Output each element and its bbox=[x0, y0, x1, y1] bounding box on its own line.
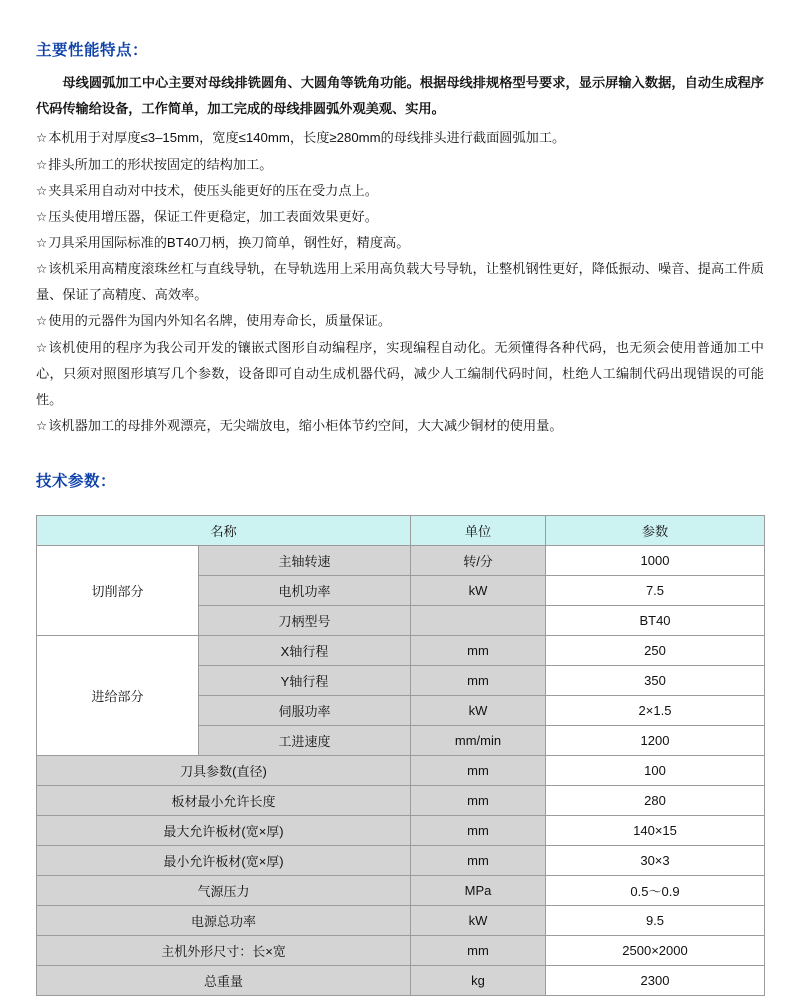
list-item bbox=[36, 178, 764, 204]
table-row bbox=[37, 846, 765, 876]
row-value: 140×15 bbox=[546, 816, 765, 846]
row-name: 总重量 bbox=[37, 966, 411, 996]
group-label-cutting: 切削部分 bbox=[37, 546, 199, 636]
table-row bbox=[37, 876, 765, 906]
table-row bbox=[37, 786, 765, 816]
star-icon: ☆ bbox=[36, 209, 48, 224]
column-header-unit: 单位 bbox=[411, 516, 546, 546]
list-item-text: 排头所加工的形状按固定的结构加工。 bbox=[48, 156, 273, 172]
star-icon: ☆ bbox=[36, 419, 48, 434]
star-icon: ☆ bbox=[36, 314, 48, 329]
table-row bbox=[37, 966, 765, 996]
row-unit bbox=[411, 606, 546, 636]
section-spacer bbox=[36, 439, 764, 469]
star-icon: ☆ bbox=[36, 340, 48, 355]
list-item-text: 压头使用增压器，保证工件更稳定，加工表面效果更好。 bbox=[48, 208, 378, 224]
table-header-row bbox=[37, 516, 765, 546]
star-icon: ☆ bbox=[36, 131, 48, 146]
row-value: 30×3 bbox=[546, 846, 765, 876]
row-value: 250 bbox=[546, 636, 765, 666]
table-row bbox=[37, 756, 765, 786]
row-name: 工进速度 bbox=[199, 726, 411, 756]
row-name: 电机功率 bbox=[199, 576, 411, 606]
row-unit: kg bbox=[411, 966, 546, 996]
row-name: 主轴转速 bbox=[199, 546, 411, 576]
list-item-text: 该机使用的程序为我公司开发的镶嵌式图形自动编程序，实现编程自动化。无须懂得各种代码，也无须会使用普通加工中心，只须对照图形填写几个参数，设备即可自动生成机器代码，减少人工编制代码时间，杜绝人工编制代码出现错误的可能性。 bbox=[36, 339, 764, 407]
row-unit: 转/分 bbox=[411, 546, 546, 576]
row-unit: mm bbox=[411, 636, 546, 666]
row-unit: mm bbox=[411, 786, 546, 816]
star-icon: ☆ bbox=[36, 236, 48, 251]
row-name: 刀具参数(直径) bbox=[37, 756, 411, 786]
row-value: 0.5～0.9 bbox=[546, 876, 765, 906]
intro-paragraph: 母线圆弧加工中心主要对母线排铣圆角、大圆角等铣角功能。根据母线排规格型号要求，显示屏输入数据，自动生成程序代码传输给设备，工作简单，加工完成的母线排圆弧外观美观、实用。 bbox=[36, 75, 764, 116]
row-unit: mm bbox=[411, 936, 546, 966]
star-icon: ☆ bbox=[36, 157, 48, 172]
list-item bbox=[36, 413, 764, 439]
spec-table bbox=[36, 515, 765, 996]
column-header-value: 参数 bbox=[546, 516, 765, 546]
row-name: Y轴行程 bbox=[199, 666, 411, 696]
row-value: 2300 bbox=[546, 966, 765, 996]
page-title-performance: 主要性能特点： bbox=[36, 42, 149, 59]
row-value: 280 bbox=[546, 786, 765, 816]
list-item bbox=[36, 308, 764, 334]
table-spacer bbox=[36, 501, 764, 515]
row-name: 最大允许板材(宽×厚) bbox=[37, 816, 411, 846]
list-item-text: 刀具采用国际标准的BT40刀柄，换刀简单，钢性好，精度高。 bbox=[48, 235, 410, 251]
row-value: 7.5 bbox=[546, 576, 765, 606]
row-name: 板材最小允许长度 bbox=[37, 786, 411, 816]
list-item bbox=[36, 256, 764, 308]
table-row bbox=[37, 816, 765, 846]
row-unit: mm bbox=[411, 756, 546, 786]
row-value: 100 bbox=[546, 756, 765, 786]
list-item-text: 使用的元器件为国内外知名名牌，使用寿命长，质量保证。 bbox=[48, 313, 392, 329]
list-item bbox=[36, 204, 764, 230]
list-item-text: 夹具采用自动对中技术，使压头能更好的压在受力点上。 bbox=[48, 182, 378, 198]
row-unit: kW bbox=[411, 906, 546, 936]
spec-table-body bbox=[37, 546, 765, 996]
table-row bbox=[37, 546, 765, 576]
row-name: X轴行程 bbox=[199, 636, 411, 666]
star-icon: ☆ bbox=[36, 183, 48, 198]
row-name: 伺服功率 bbox=[199, 696, 411, 726]
spec-table-header bbox=[37, 516, 765, 546]
row-unit: mm bbox=[411, 846, 546, 876]
table-row bbox=[37, 906, 765, 936]
row-value: 1200 bbox=[546, 726, 765, 756]
row-unit: mm/min bbox=[411, 726, 546, 756]
row-value: 2×1.5 bbox=[546, 696, 765, 726]
row-name: 刀柄型号 bbox=[199, 606, 411, 636]
list-item-text: 该机器加工的母排外观漂亮，无尖端放电，缩小柜体节约空间，大大减少铜材的使用量。 bbox=[48, 418, 563, 434]
table-row bbox=[37, 636, 765, 666]
row-unit: mm bbox=[411, 816, 546, 846]
list-item bbox=[36, 152, 764, 178]
list-item-text: 该机采用高精度滚珠丝杠与直线导轨，在导轨选用上采用高负载大号导轨，让整机钢性更好，降低振动、噪音、提高工件质量、保证了高精度、高效率。 bbox=[36, 261, 764, 303]
list-item bbox=[36, 230, 764, 256]
row-value: 2500×2000 bbox=[546, 936, 765, 966]
star-icon: ☆ bbox=[36, 262, 48, 277]
table-row bbox=[37, 936, 765, 966]
row-unit: kW bbox=[411, 696, 546, 726]
row-value: BT40 bbox=[546, 606, 765, 636]
row-value: 9.5 bbox=[546, 906, 765, 936]
row-name: 主机外形尺寸：长×宽 bbox=[37, 936, 411, 966]
column-header-name: 名称 bbox=[37, 516, 411, 546]
row-unit: MPa bbox=[411, 876, 546, 906]
page-title-specs: 技术参数： bbox=[36, 473, 117, 491]
row-name: 气源压力 bbox=[37, 876, 411, 906]
row-value: 1000 bbox=[546, 546, 765, 576]
row-name: 电源总功率 bbox=[37, 906, 411, 936]
list-item bbox=[36, 335, 764, 413]
list-item-text: 本机用于对厚度≤3–15mm，宽度≤140mm，长度≥280mm的母线排头进行截面圆弧加工。 bbox=[48, 130, 566, 146]
group-label-feed: 进给部分 bbox=[37, 636, 199, 756]
performance-feature-list bbox=[36, 125, 764, 439]
row-unit: kW bbox=[411, 576, 546, 606]
list-item bbox=[36, 125, 764, 151]
row-unit: mm bbox=[411, 666, 546, 696]
row-name: 最小允许板材(宽×厚) bbox=[37, 846, 411, 876]
row-value: 350 bbox=[546, 666, 765, 696]
